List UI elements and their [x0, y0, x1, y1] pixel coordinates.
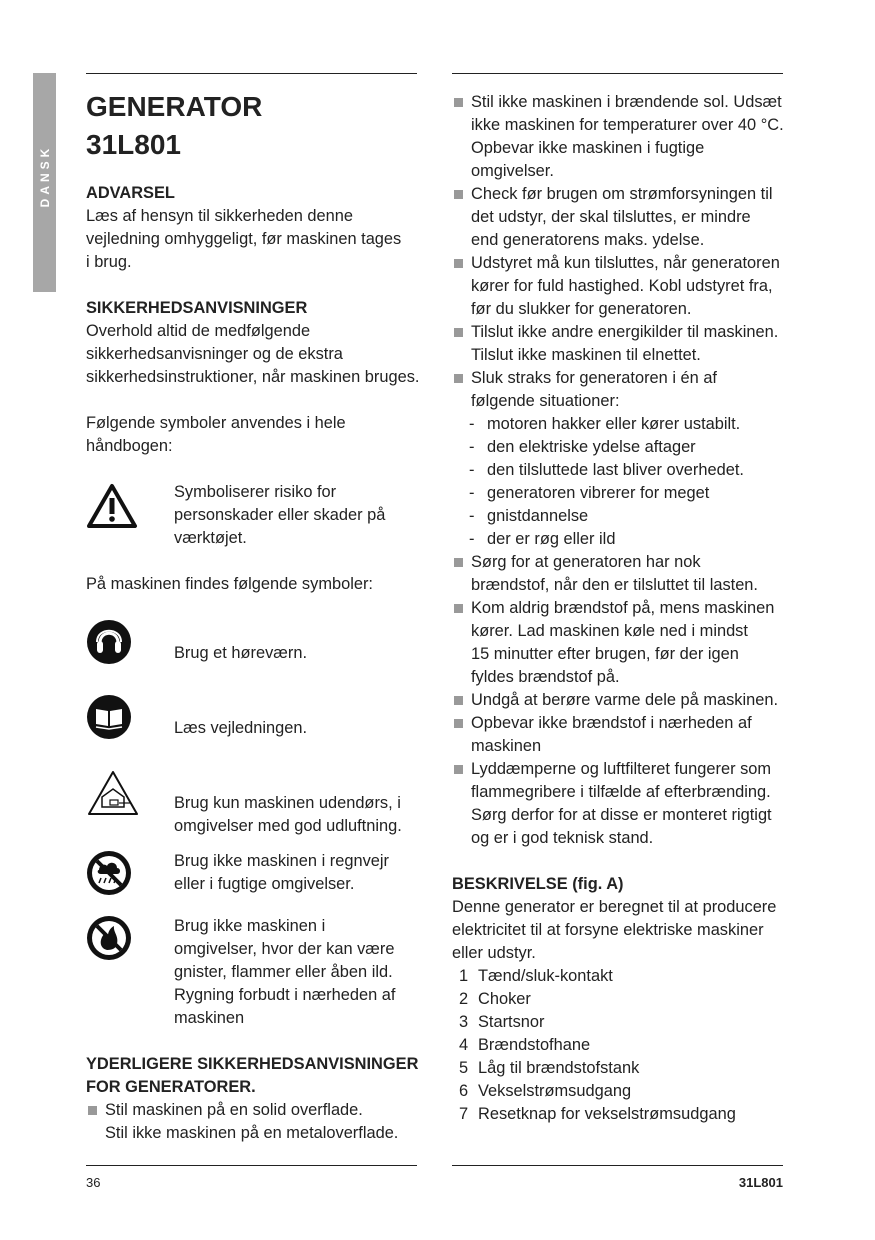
part-item: [452, 1103, 787, 1126]
dash-item: - den tilsluttede last bliver overhedet.: [452, 459, 787, 482]
bottom-rule-right: [452, 1165, 783, 1166]
part-number: 6: [459, 1082, 469, 1100]
bullet-square-icon: [454, 98, 463, 107]
part-number: 5: [459, 1059, 469, 1077]
symbol-row: [86, 769, 421, 838]
text-line: Stil ikke maskinen på en metaloverflade.: [105, 1124, 399, 1142]
safety-heading: SIKKERHEDSANVISNINGER: [86, 299, 308, 317]
text-line: Overhold altid de medfølgende: [86, 322, 311, 340]
dash-item-text: gnistdannelse: [487, 507, 589, 525]
text-line: det udstyr, der skal tilsluttes, er mindre: [471, 208, 751, 226]
part-item: [452, 965, 787, 988]
text-line: eller udstyr.: [452, 944, 536, 962]
part-label: Vekselstrømsudgang: [478, 1082, 632, 1100]
text-line: personskader eller skader på: [174, 506, 386, 524]
bullet-item: [452, 689, 787, 712]
bullet-item: [452, 321, 787, 367]
text-line: gnister, flammer eller åben ild.: [174, 963, 393, 981]
bullet-square-icon: [88, 1106, 97, 1115]
bullet-square-icon: [454, 604, 463, 613]
part-item: [452, 988, 787, 1011]
text-line: Brug kun maskinen udendørs, i: [174, 794, 401, 812]
footer-model: 31L801: [738, 1175, 783, 1190]
text-line: Brug ikke maskinen i: [174, 917, 326, 935]
text-line: vejledning omhyggeligt, før maskinen tages: [86, 230, 402, 248]
part-label: Tænd/sluk-kontakt: [478, 967, 613, 985]
doc-title: GENERATOR: [86, 91, 263, 122]
text-line: omgivelser, hvor der kan være: [174, 940, 395, 958]
text-line: sikkerhedsanvisninger og de ekstra: [86, 345, 343, 363]
language-tab: [33, 73, 56, 292]
bullet-item: [452, 367, 787, 413]
text-line: 15 minutter efter brugen, før der igen: [471, 645, 739, 663]
extra-safety-heading: FOR GENERATORER.: [86, 1078, 256, 1096]
part-label: Brændstofhane: [478, 1036, 591, 1054]
part-label: Startsnor: [478, 1013, 545, 1031]
text-line: Følgende symboler anvendes i hele: [86, 414, 346, 432]
part-number: 2: [459, 990, 469, 1008]
text-line: før du slukker for generatoren.: [471, 300, 692, 318]
text-line: Læs vejledningen.: [174, 719, 308, 737]
text-line: omgivelser med god udluftning.: [174, 817, 402, 835]
bullet-square-icon: [454, 765, 463, 774]
text-line: og er i god teknisk stand.: [471, 829, 654, 847]
dash-item: - motoren hakker eller kører ustabilt.: [452, 413, 787, 436]
text-line: På maskinen findes følgende symboler:: [86, 575, 373, 593]
text-line: Denne generator er beregnet til at producere: [452, 898, 777, 916]
part-item: [452, 1011, 787, 1034]
text-line: Brug et høreværn.: [174, 644, 307, 662]
text-line: brændstof, når den er tilsluttet til lasten.: [471, 576, 758, 594]
bullet-item: [452, 758, 787, 850]
bullet-item: [452, 712, 787, 758]
part-item: [452, 1034, 787, 1057]
bullet-item: [452, 551, 787, 597]
text-line: Opbevar ikke maskinen i fugtige omgivelser.: [471, 139, 705, 180]
bullet-square-icon: [454, 259, 463, 268]
text-line: Tilslut ikke maskinen til elnettet.: [471, 346, 701, 364]
text-line: maskinen: [174, 1009, 245, 1027]
bullet-square-icon: [454, 558, 463, 567]
text-line: sikkerhedsinstruktioner, når maskinen bruges.: [86, 368, 420, 386]
text-line: flammegribere i tilfælde af efterbrænding.: [471, 783, 771, 801]
bullet-square-icon: [454, 190, 463, 199]
text-line: kører. Lad maskinen køle ned i mindst: [471, 622, 748, 640]
dash-item-text: der er røg eller ild: [487, 530, 616, 548]
part-label: Choker: [478, 990, 531, 1008]
page-number: 36: [86, 1175, 101, 1190]
part-item: [452, 1057, 787, 1080]
part-number: 4: [459, 1036, 469, 1054]
bullet-item: [452, 183, 787, 252]
left-column: [86, 88, 421, 1145]
top-rule-right: [452, 73, 783, 74]
bullet-square-icon: [454, 719, 463, 728]
text-line: Stil ikke maskinen i brændende sol. Udsæt: [471, 93, 782, 111]
dash-item-text: den tilsluttede last bliver overhedet.: [487, 461, 744, 479]
text-line: maskinen: [471, 737, 542, 755]
dash-item-text: motoren hakker eller kører ustabilt.: [487, 415, 741, 433]
part-number: 1: [459, 967, 469, 985]
symbol-row: [86, 850, 421, 903]
part-number: 7: [459, 1105, 469, 1123]
part-item: [452, 1080, 787, 1103]
text-line: Læs af hensyn til sikkerheden denne: [86, 207, 353, 225]
risk-symbol-row: [86, 481, 421, 550]
top-rule-left: [86, 73, 417, 74]
text-line: værktøjet.: [174, 529, 247, 547]
text-line: Sluk straks for generatoren i én af: [471, 369, 717, 387]
text-line: Brug ikke maskinen i regnvejr: [174, 852, 389, 870]
dash-item-text: generatoren vibrerer for meget: [487, 484, 710, 502]
text-line: end generatorens maks. ydelse.: [471, 231, 705, 249]
dash-item: - der er røg eller ild: [452, 528, 787, 551]
outdoor-use-icon: [86, 769, 140, 817]
text-line: Symboliserer risiko for: [174, 483, 337, 501]
bullet-square-icon: [454, 696, 463, 705]
warning-heading: ADVARSEL: [86, 184, 175, 202]
text-line: Sørg for at generatoren har nok: [471, 553, 701, 571]
text-line: ikke maskinen for temperaturer over 40 °C.: [471, 116, 784, 134]
doc-model: 31L801: [86, 129, 181, 160]
text-line: Tilslut ikke andre energikilder til maskinen.: [471, 323, 779, 341]
text-line: Undgå at berøre varme dele på maskinen.: [471, 691, 779, 709]
text-line: Opbevar ikke brændstof i nærheden af: [471, 714, 752, 732]
bullet-square-icon: [454, 328, 463, 337]
text-line: elektricitet til at forsyne elektriske maskiner: [452, 921, 764, 939]
part-label: Låg til brændstofstank: [478, 1059, 640, 1077]
extra-safety-heading: YDERLIGERE SIKKERHEDSANVISNINGER: [86, 1055, 419, 1073]
dash-item: - generatoren vibrerer for meget: [452, 482, 787, 505]
text-line: Kom aldrig brændstof på, mens maskinen: [471, 599, 775, 617]
warning-triangle-icon: [86, 483, 138, 529]
ear-protection-icon: [86, 619, 132, 665]
bullet-item: [86, 1099, 421, 1145]
symbol-row: [86, 694, 421, 747]
read-manual-icon: [86, 694, 132, 740]
bullet-item: [452, 91, 787, 183]
bottom-rule-left: [86, 1165, 417, 1166]
text-line: Rygning forbudt i nærheden af: [174, 986, 396, 1004]
symbol-row: [86, 915, 421, 1030]
text-line: følgende situationer:: [471, 392, 620, 410]
text-line: Sørg derfor for at disse er monteret rigtigt: [471, 806, 772, 824]
text-line: Lyddæmperne og luftfilteret fungerer som: [471, 760, 772, 778]
text-line: i brug.: [86, 253, 132, 271]
bullet-item: [452, 252, 787, 321]
bullet-square-icon: [454, 374, 463, 383]
bullet-item: [452, 597, 787, 689]
text-line: eller i fugtige omgivelser.: [174, 875, 355, 893]
part-number: 3: [459, 1013, 469, 1031]
text-line: kører for fuld hastighed. Kobl udstyret fra,: [471, 277, 773, 295]
text-line: fyldes brændstof på.: [471, 668, 620, 686]
dash-item-text: den elektriske ydelse aftager: [487, 438, 696, 456]
language-tab-label: DANSK: [37, 144, 52, 208]
no-rain-icon: [86, 850, 132, 896]
text-line: Stil maskinen på en solid overflade.: [105, 1101, 363, 1119]
no-fire-icon: [86, 915, 132, 961]
description-heading: BESKRIVELSE (fig. A): [452, 875, 624, 893]
dash-item: - den elektriske ydelse aftager: [452, 436, 787, 459]
right-column: [452, 91, 787, 1126]
dash-item: - gnistdannelse: [452, 505, 787, 528]
symbol-row: [86, 619, 421, 672]
text-line: Udstyret må kun tilsluttes, når generatoren: [471, 254, 780, 272]
part-label: Resetknap for vekselstrømsudgang: [478, 1105, 736, 1123]
text-line: Check før brugen om strømforsyningen til: [471, 185, 773, 203]
text-line: håndbogen:: [86, 437, 173, 455]
